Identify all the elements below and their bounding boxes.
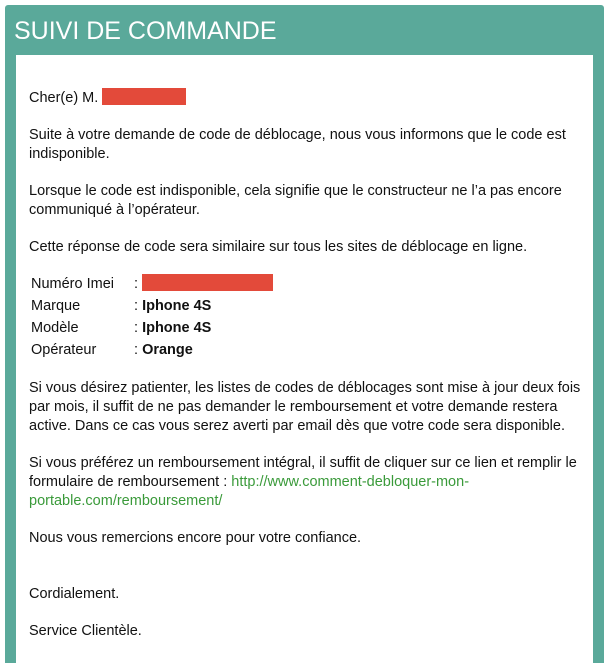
refund-link[interactable]: http://www.comment-debloquer-mon-portable.com/remboursement/ [29, 474, 470, 509]
detail-value: : Iphone 4S [134, 320, 212, 336]
paragraph-code-unavailable: Suite à votre demande de code de déblocage, nous vous informons que le code est indisponible. [29, 127, 566, 162]
detail-value: : Orange [134, 342, 193, 358]
detail-value: : Iphone 4S [134, 298, 212, 314]
greeting-line [29, 88, 593, 108]
email-body [16, 55, 593, 663]
detail-row-imei [29, 272, 273, 295]
detail-value: : [132, 272, 273, 295]
spacer [29, 566, 593, 585]
redacted-imei [142, 274, 273, 291]
refund-text: Si vous préférez un remboursement intégral, il suffit de cliquer sur ce lien et remplir le formulaire de remboursement : [29, 455, 577, 490]
detail-row-brand [29, 295, 273, 317]
order-details-table [29, 272, 273, 361]
redacted-name [102, 88, 186, 105]
order-tracking-panel [5, 5, 604, 663]
paragraph-similar-response: Cette réponse de code sera similaire sur tous les sites de déblocage en ligne. [29, 239, 528, 255]
greeting-text: Cher(e) M. [29, 90, 99, 106]
paragraph-refund-info [29, 454, 593, 511]
detail-label: Modèle [31, 320, 79, 336]
detail-row-operator [29, 339, 273, 361]
detail-label: Numéro Imei [31, 275, 114, 292]
detail-row-model [29, 317, 273, 339]
detail-label: Marque [31, 298, 81, 314]
paragraph-waiting-info: Si vous désirez patienter, les listes de codes de déblocages sont mise à jour deux fois par mois, il suffit de ne pas demander le remboursement et votre demande restera active. Dans ce cas vous serez averti par email dès que votre code sera disponible. [29, 380, 581, 434]
detail-label: Opérateur [31, 342, 97, 358]
paragraph-explanation: Lorsque le code est indisponible, cela signifie que le constructeur ne l’a pas encore communiqué à l’opérateur. [29, 183, 562, 218]
signature-text: Service Clientèle. [29, 623, 142, 639]
panel-title: SUIVI DE COMMANDE [14, 17, 277, 45]
paragraph-thanks: Nous vous remercions encore pour votre confiance. [29, 530, 362, 546]
closing-text: Cordialement. [29, 586, 120, 602]
